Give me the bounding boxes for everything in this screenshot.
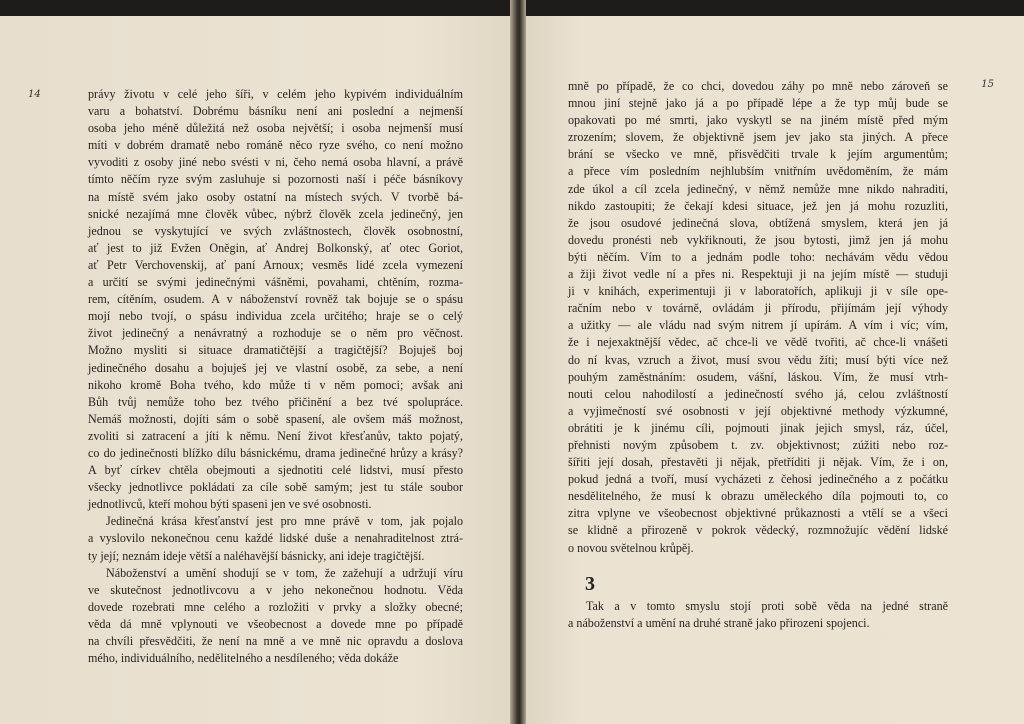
text-line: a užitky — ale vládu nad svým nitrem jí upírám. A vím i víc; vím, [568, 318, 948, 333]
text-line: jednotlivců, kteří mohou býti spaseni jen ve své osobnosti. [88, 497, 372, 512]
right-page-body [568, 78, 948, 557]
section-number: 3 [585, 573, 595, 595]
text-line: nouti celou nahodilostí a jedinečností svého já, celou zvláštností [568, 386, 948, 401]
text-line: na chvíli přesvědčiti, že není na mně a ve mně nic opravdu a doslova [88, 634, 463, 648]
text-line: o novou světelnou krůpěj. [568, 540, 694, 555]
text-line: rem, cítěním, osudem. A v náboženství rovněž tak bojuje se o spásu [88, 292, 463, 307]
left-page-number: 14 [28, 89, 41, 100]
section-body [568, 598, 948, 632]
text-line: že jsou osudové jedinečná slova, obtížená smyslem, která jen já [568, 215, 948, 230]
text-line: a náboženství a umění na druhé straně jako přirozeni spojenci. [568, 616, 870, 631]
text-line: mojí nebo tvojí, o spásu individua zcela určitého; hraje se o celý [88, 309, 463, 324]
text-line: šířiti její dosah, přestavěti ji nějak, přetříditi ji nějak. Vím, že i on, [568, 455, 948, 470]
text-line: A byť církev chtěla obejmouti a sjednotiti celé lidstvi, musí přesto [88, 463, 463, 478]
text-line: opakovati po mé smrti, jako vyskytl se na jiném místě před mým [568, 113, 948, 128]
text-line: zrozením; slovem, že objektivně jsem jev jako sta jiných. A přece [568, 130, 948, 145]
text-line: na místě svém jako osoby ostatní na místech svých. V tvorbě bá- [88, 189, 463, 204]
text-line: do ní kvas, vzruch a život, musí svou vědu žíti; musí býti více než [568, 352, 948, 367]
text-line: míti v dobrém dramatě nebo románě něco ryze svého, co není možno [88, 138, 463, 153]
text-line: a vyslovilo nekonečnou cenu každé lidské duše a nenahraditelnost ztrá- [88, 531, 463, 546]
text-line: osoba jeho méně důležitá než osoba největší; i osoba nejmenší musí [88, 121, 463, 136]
text-line: nesdělitelného, že musí k obrazu uměleckého díla pojmouti to, co [568, 489, 948, 504]
text-line: nikoho kromě Boha tvého, kdo může ti v něm pomoci; avšak ani [88, 377, 463, 392]
text-line: býti něčím. Vím to a jednám podle toho: nechávám vědu vědou [568, 249, 948, 264]
text-line: všecky jednotlivce pokládati za cíle sobě samým; jest tu stále soubor [88, 480, 463, 495]
text-line: mně po případě, že co chci, dovedou záhy po mně nebo zároveň se [568, 79, 948, 93]
left-page-body [88, 86, 463, 667]
text-line: pokud jedná a tvoří, musí vycházeti z čehosi jedinečného a z počátku [568, 472, 948, 487]
text-line: snické nezajímá mne člověk vůbec, nýbrž člověk zcela jedinečný, jen [88, 206, 463, 221]
text-line: jedinečného dosahu a bojuješ jej ve vlastní osobě, za sebe, a není [88, 360, 463, 375]
text-line: a přece vím posledním nejhlubším vnitřním uvědoměním, že mám [568, 164, 948, 179]
text-line: zde úkol a cíl zcela jedinečný, v němž nemůže mne nikdo nahraditi, [568, 181, 948, 196]
text-line: ať jest to již Evžen Oněgin, ať Andrej Bolkonský, ať otec Goriot, [88, 240, 463, 255]
text-line: tímto něčím ryze svým zasluhuje si pozornosti naší i péče básníkovy [88, 172, 463, 187]
text-line: dovede rozebrati mne celého a rozložiti v prvky a složky obecné; [88, 599, 463, 614]
text-line: Bůh tvůj nemůže toho bez tvého přičinění a bez tvé spolupráce. [88, 394, 463, 409]
right-page-number: 15 [981, 79, 994, 90]
text-line: mého, individuálního, nedělitelného a nesdíleného; věda dokáže [88, 651, 399, 666]
text-line: varu a bohatství. Dobrému básníku není ani poslední a nejmenší [88, 104, 463, 119]
text-line: zvoliti si zatracení a jíti k němu. Není život křesťanův, takto pojatý, [88, 428, 463, 443]
text-line: Náboženství a umění shodují se v tom, že zažehují a udržují víru [106, 565, 463, 580]
text-line: život jedinečný a nenávratný a rozhoduje se o něm pro věčnost. [88, 326, 463, 341]
book-gutter [510, 0, 526, 724]
text-line: Možno mysliti si situace dramatičtější a tragičtější? Bojuješ boj [88, 343, 463, 358]
text-line: nikdo zastoupiti; že čekají kdesi situace, jež jen já mohu rozuzliti, [568, 198, 948, 213]
text-line: ve skutečnost jednotlivcovu a v jeho nekonečnou hodnotu. Věda [88, 582, 463, 597]
text-line: mnou jiní stejně jako já a po případě lépe a že typ můj bude se [568, 96, 948, 111]
text-line: brání se všecko ve mně, přisvědčiti trvale k jejím argumentům; [568, 147, 948, 162]
text-line: Tak a v tomto smyslu stojí proti sobě věda na jedné straně [586, 599, 948, 613]
text-line: se klidně a přirozeně v pokrok vědecký, rozmnožujíc vědění lidské [568, 523, 948, 538]
text-line: Nemáš možnosti, dojíti sám o sobě spasení, ale ovšem máš možnost, [88, 411, 463, 426]
text-line: vyvoditi z osoby jiné nebo svésti v ni, čeho nemá osoba hlavní, a právě [88, 155, 463, 170]
text-line: obrátiti je k jinému cíli, pojmouti jinak jejich smysl, ráz, účel, [568, 420, 948, 435]
text-line: Jedinečná krása křesťanství jest pro mne právě v tom, jak pojalo [106, 514, 463, 529]
text-line: a určití se svými jedinečnými vášněmi, povahami, chtěním, rozma- [88, 275, 463, 290]
text-line: co do jedinečnosti blížko dílu básnickému, drama jedinečné hrůzy a krásy? [88, 445, 463, 460]
text-line: dovedu pronésti neb vykřiknouti, že jsou bytosti, jimž jen já mohu [568, 232, 948, 247]
text-line: pouhým zaměstnáním: osudem, vášní, láskou. Vím, že musí vtrh- [568, 369, 948, 384]
right-page [520, 16, 1024, 724]
text-line: že i nejexaktnější vědec, ač chce-li ve vědě tvořiti, ač chce-li vnášeti [568, 335, 948, 350]
text-line: ty její; neznám ideje větší a naléhavější básnicky, ani ideje tragičtější. [88, 548, 425, 563]
text-line: ať Petr Verchovenskij, ať paní Arnoux; vesměs lidé zcela vymezení [88, 257, 463, 272]
text-line: věda dá mně vplynouti ve všeobecnost a dovede mne po případě [88, 616, 463, 631]
text-line: právy životu v celé jeho šíři, v celém jeho kypivém individuálním [88, 87, 463, 101]
text-line: ji v knihách, experimentuji ji v laboratořích, aplikuji ji v síle ope- [568, 284, 948, 299]
text-line: a vyjimečností své osobnosti v její objektivné methody výzkumné, [568, 403, 948, 418]
text-line: a žiji život vedle ní a přes ni. Respektuji ji na jejím místě — studuji [568, 267, 948, 282]
text-line: přehnisti novým způsobem t. zv. objektivnost; zúžiti nebo roz- [568, 437, 948, 452]
text-line: jednou se vyskytující ve svých zvláštnostech, člověk osobnostní, [88, 223, 463, 238]
left-page [0, 16, 516, 724]
text-line: zitra vplyne ve všeobecnost objektivné průkaznosti a vtělí se a všeci [568, 506, 948, 521]
text-line: račním nebo v továrně, ovládám ji přírodu, přijímám její výhody [568, 301, 948, 316]
